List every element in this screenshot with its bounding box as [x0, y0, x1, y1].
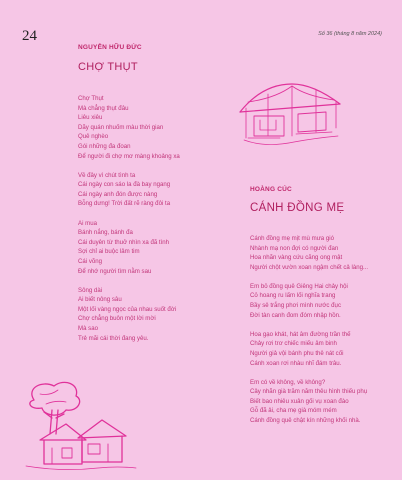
poem-line: Bầy sẻ trắng phơi mình nước đục	[250, 302, 341, 310]
poem-line: Cánh xoan rơi nhàu nhĩ đám trâu.	[250, 359, 342, 367]
poem-line: Về đây vì chút tình ta	[78, 171, 136, 179]
stanza	[250, 378, 368, 426]
poem-line: Hoa gạo khát, hát âm đường trần thế	[250, 330, 351, 338]
right-poem-title: CÁNH ĐỒNG MẸ	[250, 202, 345, 214]
poem-line: Cỏ hoang ru lấm lối nghĩa trang	[250, 292, 336, 300]
poem-line: Ai mua	[78, 219, 97, 227]
poem-line: Liêu xiêu	[78, 114, 103, 122]
poem-line: Cây nhãn già trăm năm thêu hình thiếu phụ	[250, 388, 368, 396]
left-poem-title: CHỢ THỤT	[78, 61, 138, 73]
poem-line: Gói những đa đoan	[78, 142, 131, 150]
poem-line: Ai biết nông sâu	[78, 296, 122, 304]
poem-line: Đời tàn canh đom đóm nhập hồn.	[250, 311, 341, 319]
left-poem-author: NGUYỄN HỮU ĐỨC	[78, 44, 142, 51]
poem-line: Cánh đồng quê chật kín những khối nhà.	[250, 417, 361, 424]
poem-line: Trẻ mãi cái thời đang yêu.	[78, 334, 149, 342]
poem-line: Hoa nhãn vàng cứu căng ong mật	[250, 254, 343, 262]
poem-line: Để người đi chợ mơ màng khoảng xa	[78, 152, 180, 160]
stanza	[250, 330, 368, 368]
stanza	[250, 282, 368, 320]
poem-line: Bánh nắng, bánh đa	[78, 229, 133, 237]
poem-line: Một lối vàng ngọc của nhau suốt đời	[78, 305, 177, 313]
poem-line: Quê nghèo	[78, 133, 109, 141]
market-stall-illustration	[236, 78, 344, 156]
poem-line: Cái ngày con sáo la đà bay ngang	[78, 181, 171, 189]
poem-line: Mà chẳng thụt đâu	[78, 104, 129, 112]
stanza	[78, 171, 180, 209]
issue-label: Số 36 (tháng 8 năm 2024)	[318, 31, 382, 37]
poem-line: Bỗng dưng! Trời đất rẽ ràng đôi ta	[78, 200, 171, 208]
poem-line: Chảy rơi trơ chiếc miếu âm binh	[250, 340, 337, 348]
poem-line: Người giả vội bánh phu thê nát cối	[250, 349, 344, 357]
poem-line: Em bỏ đồng quê Giêng Hai chảy hội	[250, 282, 348, 290]
poem-line: Nhành mạ non đợi có người đan	[250, 244, 339, 252]
poem-line: Cái duyên từ thuở nhìn xa đã tình	[78, 238, 170, 246]
page-number: 24	[22, 28, 37, 44]
poem-line: Gỗ đã ải, cha mẹ già móm mém	[250, 407, 337, 415]
poem-line: Cái ngày anh đón được nàng	[78, 190, 158, 198]
stanza	[250, 234, 368, 272]
left-poem-body	[78, 94, 180, 353]
tree-houses-illustration	[22, 378, 140, 474]
poem-line: Để nhớ người tìm nằm sau	[78, 267, 152, 275]
poem-line: Sợi chỉ ai buộc lâm tim	[78, 248, 140, 256]
stanza	[78, 286, 180, 344]
poem-line: Chợ chẳng buôn một lời mời	[78, 315, 156, 323]
poem-line: Mà sao	[78, 324, 98, 332]
poem-line: Cánh đồng mẹ mịt mù mưa gió	[250, 235, 335, 242]
right-poem-author: HOÀNG CÚC	[250, 186, 292, 193]
poem-line: Em có về không, về không?	[250, 378, 326, 386]
right-poem-body	[250, 234, 368, 435]
poem-line: Cái võng	[78, 257, 103, 265]
stanza	[78, 219, 180, 277]
stanza	[78, 94, 180, 161]
poem-line: Chợ Thụt	[78, 95, 104, 102]
poem-line: Sông dài	[78, 286, 103, 294]
poem-line: Người chột vườn xoan ngậm chết cả làng...	[250, 263, 369, 271]
poem-line: Biết bao nhiêu xuân gối vụ xoan đào	[250, 397, 349, 405]
poem-line: Dãy quán nhuốm màu thời gian	[78, 123, 164, 131]
